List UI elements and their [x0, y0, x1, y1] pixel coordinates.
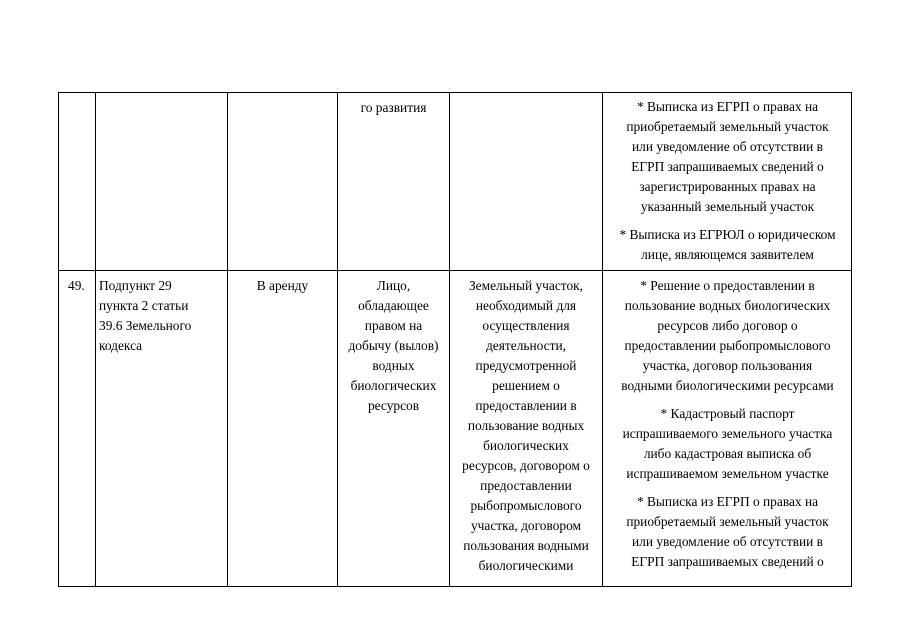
doc-line: участка, договор пользования	[642, 358, 813, 373]
row2-document-egrp	[603, 492, 852, 572]
doc-line: * Выписка из ЕГРП о правах на	[636, 494, 819, 509]
doc-line: испрашиваемом земельном участке	[626, 466, 829, 481]
purpose-line: деятельности,	[485, 338, 566, 353]
row2-document-cadastral	[603, 404, 852, 484]
document-table	[58, 92, 852, 587]
applicant-line: Лицо,	[376, 278, 411, 293]
doc-line: ресурсов либо договор о	[657, 318, 798, 333]
doc-line: предоставлении рыбопромыслового	[624, 338, 831, 353]
row1-document-egrul	[603, 225, 852, 265]
basis-line: 39.6 Земельного	[99, 318, 192, 333]
doc-line: приобретаемый земельный участок	[626, 119, 829, 134]
row1-document-egrp	[603, 97, 852, 217]
row2-basis-cell	[96, 276, 227, 356]
basis-line: кодекса	[99, 338, 143, 353]
applicant-line: биологических	[350, 378, 437, 393]
doc-line: приобретаемый земельный участок	[626, 514, 829, 529]
row2-documents-cell	[603, 276, 852, 572]
row2-document-decision	[603, 276, 852, 396]
row-number: 49.	[68, 278, 85, 293]
doc-line: ЕГРП запрашиваемых сведений о	[631, 159, 824, 174]
purpose-line: пользования водными	[463, 538, 589, 553]
purpose-line: предоставлении в	[475, 398, 577, 413]
row2-applicant-cell	[338, 276, 449, 416]
doc-line: указанный земельный участок	[640, 199, 815, 214]
doc-line: лице, являющемся заявителем	[641, 247, 814, 262]
row2-number-cell	[59, 276, 95, 296]
row1-applicant-cell	[338, 98, 449, 118]
basis-line: Подпункт 29	[99, 278, 172, 293]
doc-line: либо кадастровая выписка об	[643, 446, 812, 461]
purpose-line: ресурсов, договором о	[462, 458, 590, 473]
doc-line: зарегистрированных правах на	[639, 179, 816, 194]
purpose-line: необходимый для	[475, 298, 577, 313]
row-divider	[59, 270, 851, 271]
purpose-line: рыбопромыслового	[470, 498, 582, 513]
row1-applicant-text: го развития	[360, 100, 427, 115]
row2-purpose-cell	[450, 276, 602, 576]
doc-line: * Выписка из ЕГРЮЛ о юридическом	[619, 227, 836, 242]
doc-line: пользование водных биологических	[624, 298, 831, 313]
purpose-line: участка, договором	[470, 518, 581, 533]
row2-type-cell	[228, 276, 337, 296]
applicant-line: обладающее	[358, 298, 429, 313]
purpose-line: пользование водных	[467, 418, 585, 433]
doc-line: или уведомление об отсутствии в	[631, 534, 824, 549]
doc-line: водными биологическими ресурсами	[621, 378, 834, 393]
doc-line: ЕГРП запрашиваемых сведений о	[631, 554, 824, 569]
purpose-line: предусмотренной	[475, 358, 577, 373]
applicant-line: ресурсов	[367, 398, 420, 413]
column-divider	[227, 93, 228, 586]
purpose-line: осуществления	[482, 318, 570, 333]
provision-type: В аренду	[256, 278, 309, 293]
doc-line: испрашиваемого земельного участка	[622, 426, 833, 441]
purpose-line: Земельный участок,	[468, 278, 584, 293]
doc-line: * Выписка из ЕГРП о правах на	[636, 99, 819, 114]
applicant-line: водных	[372, 358, 415, 373]
basis-line: пункта 2 статьи	[99, 298, 189, 313]
doc-line: * Кадастровый паспорт	[660, 406, 795, 421]
doc-line: * Решение о предоставлении в	[640, 278, 815, 293]
purpose-line: предоставлении	[480, 478, 572, 493]
applicant-line: добычу (вылов)	[348, 338, 439, 353]
applicant-line: правом на	[364, 318, 423, 333]
purpose-line: биологических	[483, 438, 569, 453]
doc-line: или уведомление об отсутствии в	[631, 139, 824, 154]
row1-documents-cell	[603, 97, 852, 265]
purpose-line: биологическими	[478, 558, 574, 573]
purpose-line: решением о	[492, 378, 560, 393]
